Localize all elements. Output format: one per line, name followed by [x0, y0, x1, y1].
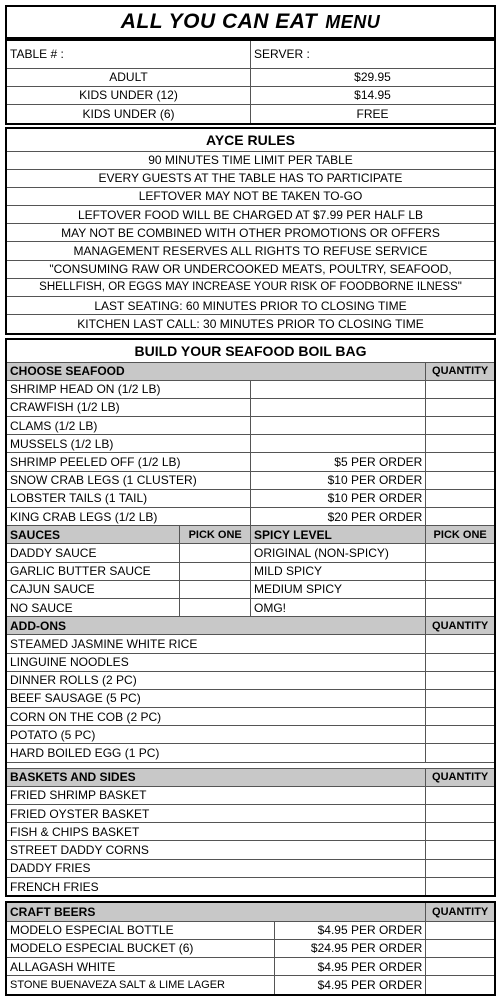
spicy-item: MEDIUM SPICY: [250, 580, 425, 598]
seafood-price: [250, 398, 425, 416]
table-row: [7, 453, 494, 471]
table-number-field[interactable]: TABLE # :: [7, 41, 251, 68]
rules-title: AYCE RULES: [7, 129, 494, 151]
quantity-cell[interactable]: [426, 380, 494, 398]
quantity-cell[interactable]: [426, 453, 494, 471]
quantity-cell[interactable]: [426, 471, 494, 489]
table-row: [7, 841, 494, 859]
seafood-price: $10 PER ORDER: [250, 489, 425, 507]
addon-item: DINNER ROLLS (2 PC): [7, 671, 426, 689]
table-row: [7, 598, 494, 616]
quantity-cell[interactable]: [426, 786, 494, 804]
sauce-item: CAJUN SAUCE: [7, 580, 180, 598]
sauce-item: GARLIC BUTTER SAUCE: [7, 562, 180, 580]
quantity-cell[interactable]: [426, 671, 494, 689]
table-row: [7, 859, 494, 877]
table-row: [7, 471, 494, 489]
spicy-pick-cell[interactable]: [426, 580, 494, 598]
basket-item: FRIED OYSTER BASKET: [7, 805, 426, 823]
basket-item: FRIED SHRIMP BASKET: [7, 786, 426, 804]
table-row: [7, 744, 494, 762]
rule-item: EVERY GUESTS AT THE TABLE HAS TO PARTICIPATE: [7, 169, 494, 187]
spicy-pick-cell[interactable]: [426, 562, 494, 580]
quantity-header: QUANTITY: [426, 903, 494, 921]
price-row: [7, 86, 494, 104]
table-row: [7, 726, 494, 744]
price-value: FREE: [251, 104, 495, 122]
table-row: [7, 508, 494, 526]
table-row: [7, 939, 494, 957]
menu-title-main: ALL YOU CAN EAT: [120, 10, 318, 33]
beer-item: STONE BUENAVEZA SALT & LIME LAGER: [7, 976, 275, 994]
beer-item: MODELO ESPECIAL BOTTLE: [7, 921, 275, 939]
beer-price: $4.95 PER ORDER: [275, 958, 426, 976]
table-row: [7, 921, 494, 939]
basket-item: FISH & CHIPS BASKET: [7, 823, 426, 841]
table-row: [7, 786, 494, 804]
addon-item: HARD BOILED EGG (1 PC): [7, 744, 426, 762]
seafood-price: $20 PER ORDER: [250, 508, 425, 526]
price-row: [7, 68, 494, 86]
addon-item: CORN ON THE COB (2 PC): [7, 708, 426, 726]
quantity-cell[interactable]: [426, 726, 494, 744]
seafood-item: SHRIMP HEAD ON (1/2 LB): [7, 380, 250, 398]
build-title: BUILD YOUR SEAFOOD BOIL BAG: [7, 340, 494, 362]
table-row: [7, 805, 494, 823]
spicy-item: MILD SPICY: [250, 562, 425, 580]
basket-item: STREET DADDY CORNS: [7, 841, 426, 859]
price-row: [7, 104, 494, 122]
table-row: [7, 958, 494, 976]
quantity-cell[interactable]: [426, 859, 494, 877]
price-label: ADULT: [7, 68, 251, 86]
quantity-cell[interactable]: [426, 417, 494, 435]
spicy-pick-cell[interactable]: [426, 544, 494, 562]
quantity-header: QUANTITY: [426, 768, 494, 786]
table-row: [7, 976, 494, 994]
seafood-item: CRAWFISH (1/2 LB): [7, 398, 250, 416]
table-row: [7, 398, 494, 416]
quantity-cell[interactable]: [426, 508, 494, 526]
sauce-item: DADDY SAUCE: [7, 544, 180, 562]
quantity-cell[interactable]: [426, 744, 494, 762]
seafood-header: CHOOSE SEAFOOD: [7, 362, 426, 380]
build-bag-section: [5, 338, 496, 897]
quantity-cell[interactable]: [426, 939, 494, 957]
rule-item: MAY NOT BE COMBINED WITH OTHER PROMOTIONS OR OFFERS: [7, 224, 494, 242]
seafood-price: [250, 417, 425, 435]
rule-item: MANAGEMENT RESERVES ALL RIGHTS TO REFUSE SERVICE: [7, 242, 494, 260]
table-row: [7, 580, 494, 598]
price-value: $14.95: [251, 86, 495, 104]
seafood-item: LOBSTER TAILS (1 TAIL): [7, 489, 250, 507]
rule-item: "CONSUMING RAW OR UNDERCOOKED MEATS, POULTRY, SEAFOOD,: [7, 260, 494, 278]
seafood-price: $10 PER ORDER: [250, 471, 425, 489]
quantity-cell[interactable]: [426, 489, 494, 507]
quantity-cell[interactable]: [426, 635, 494, 653]
sauces-pick-header: PICK ONE: [180, 526, 251, 544]
spicy-header: SPICY LEVEL: [250, 526, 425, 544]
server-field[interactable]: SERVER :: [251, 41, 495, 68]
spicy-pick-header: PICK ONE: [426, 526, 494, 544]
rule-item: KITCHEN LAST CALL: 30 MINUTES PRIOR TO CLOSING TIME: [7, 315, 494, 333]
quantity-cell[interactable]: [426, 435, 494, 453]
seafood-item: SHRIMP PEELED OFF (1/2 LB): [7, 453, 250, 471]
beer-price: $24.95 PER ORDER: [275, 939, 426, 957]
table-row: [7, 689, 494, 707]
price-label: KIDS UNDER (12): [7, 86, 251, 104]
sauces-header: SAUCES: [7, 526, 180, 544]
quantity-header: QUANTITY: [426, 617, 494, 635]
basket-item: DADDY FRIES: [7, 859, 426, 877]
table-row: [7, 653, 494, 671]
sauce-pick-cell[interactable]: [180, 544, 251, 562]
rule-item: LAST SEATING: 60 MINUTES PRIOR TO CLOSING TIME: [7, 297, 494, 315]
quantity-header: QUANTITY: [426, 362, 494, 380]
table-row: [7, 823, 494, 841]
rule-item: LEFTOVER MAY NOT BE TAKEN TO-GO: [7, 187, 494, 205]
quantity-cell[interactable]: [426, 398, 494, 416]
addon-item: POTATO (5 PC): [7, 726, 426, 744]
table-row: [7, 417, 494, 435]
quantity-cell[interactable]: [426, 841, 494, 859]
table-row: [7, 635, 494, 653]
basket-item: FRENCH FRIES: [7, 877, 426, 895]
spicy-item: ORIGINAL (NON-SPICY): [250, 544, 425, 562]
seafood-item: CLAMS (1/2 LB): [7, 417, 250, 435]
seafood-price: $5 PER ORDER: [250, 453, 425, 471]
sauce-item: NO SAUCE: [7, 598, 180, 616]
table-row: [7, 489, 494, 507]
quantity-cell[interactable]: [426, 823, 494, 841]
seafood-item: MUSSELS (1/2 LB): [7, 435, 250, 453]
quantity-cell[interactable]: [426, 805, 494, 823]
quantity-cell[interactable]: [426, 689, 494, 707]
quantity-cell[interactable]: [426, 958, 494, 976]
quantity-cell[interactable]: [426, 653, 494, 671]
addons-header: ADD-ONS: [7, 617, 426, 635]
beers-section: [5, 901, 496, 996]
seafood-price: [250, 380, 425, 398]
sauce-pick-cell[interactable]: [180, 562, 251, 580]
menu-title-sub: MENU: [325, 12, 381, 32]
quantity-cell[interactable]: [426, 921, 494, 939]
rules-section: [5, 127, 496, 335]
beer-item: ALLAGASH WHITE: [7, 958, 275, 976]
price-value: $29.95: [251, 68, 495, 86]
table-row: [7, 544, 494, 562]
price-section: [5, 39, 496, 125]
table-row: [7, 562, 494, 580]
beer-price: $4.95 PER ORDER: [275, 921, 426, 939]
rule-item: 90 MINUTES TIME LIMIT PER TABLE: [7, 151, 494, 169]
spicy-item: OMG!: [250, 598, 425, 616]
rule-item: SHELLFISH, OR EGGS MAY INCREASE YOUR RISK OF FOODBORNE ILNESS": [7, 278, 494, 296]
sauce-pick-cell[interactable]: [180, 598, 251, 616]
beers-header: CRAFT BEERS: [7, 903, 426, 921]
beer-item: MODELO ESPECIAL BUCKET (6): [7, 939, 275, 957]
seafood-item: KING CRAB LEGS (1/2 LB): [7, 508, 250, 526]
table-row: [7, 708, 494, 726]
sauce-pick-cell[interactable]: [180, 580, 251, 598]
quantity-cell[interactable]: [426, 877, 494, 895]
table-row: [7, 671, 494, 689]
spicy-pick-cell[interactable]: [426, 598, 494, 616]
addon-item: BEEF SAUSAGE (5 PC): [7, 689, 426, 707]
price-label: KIDS UNDER (6): [7, 104, 251, 122]
rule-item: LEFTOVER FOOD WILL BE CHARGED AT $7.99 PER HALF LB: [7, 206, 494, 224]
seafood-price: [250, 435, 425, 453]
beer-price: $4.95 PER ORDER: [275, 976, 426, 994]
table-row: [7, 380, 494, 398]
quantity-cell[interactable]: [426, 708, 494, 726]
menu-title-box: [5, 5, 496, 39]
baskets-header: BASKETS AND SIDES: [7, 768, 426, 786]
seafood-item: SNOW CRAB LEGS (1 CLUSTER): [7, 471, 250, 489]
addon-item: LINGUINE NOODLES: [7, 653, 426, 671]
table-row: [7, 877, 494, 895]
menu-title: [121, 10, 381, 34]
table-row: [7, 435, 494, 453]
addon-item: STEAMED JASMINE WHITE RICE: [7, 635, 426, 653]
quantity-cell[interactable]: [426, 976, 494, 994]
